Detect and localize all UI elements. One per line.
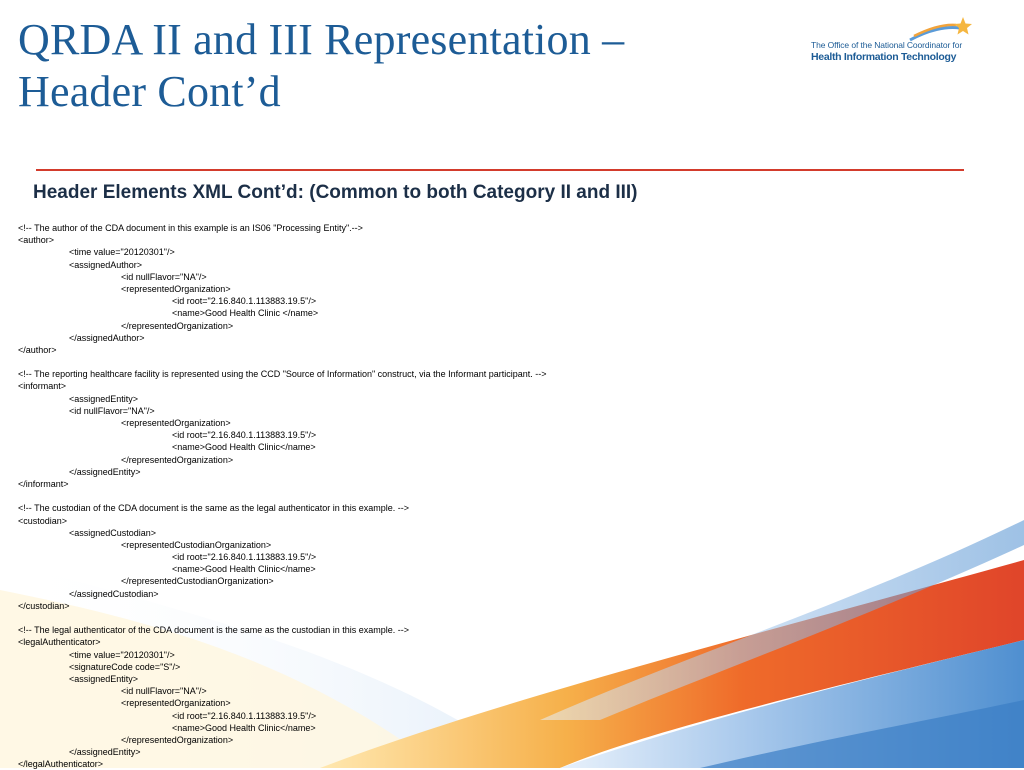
code-line: <!-- The author of the CDA document in this example is an IS06 "Processing Entity".--> [18,223,363,233]
code-line: <name>Good Health Clinic</name> [172,564,316,575]
code-line: <time value="20120301"/> [69,649,175,660]
code-line: <assignedEntity> [69,393,139,404]
code-line: <legalAuthenticator> [18,637,101,648]
code-line: <representedOrganization> [121,418,231,428]
code-line: <!-- The custodian of the CDA document is the same as the legal authenticator in this example. --> [18,503,410,514]
xml-code-block [18,222,546,770]
code-line: <assignedCustodian> [69,527,157,538]
code-line: <id root="2.16.840.1.113883.19.5"/> [172,710,317,721]
code-line: <assignedAuthor> [69,259,143,270]
code-line: <id nullFlavor="NA"/> [69,405,155,416]
code-line: </author> [18,344,57,355]
code-line: <id nullFlavor="NA"/> [121,686,207,697]
code-line: </legalAuthenticator> [18,759,104,770]
code-blank-line [18,356,546,368]
code-line: <informant> [18,381,67,392]
code-line: <name>Good Health Clinic</name> [172,442,316,453]
code-line: <representedCustodianOrganization> [121,539,272,550]
code-line: <!-- The legal authenticator of the CDA document is the same as the custodian in this example. --> [18,625,410,636]
code-line: <name>Good Health Clinic </name> [172,308,319,319]
slide-title [18,14,624,118]
code-line: <assignedEntity> [69,673,139,684]
code-line: <author> [18,235,55,246]
code-line: <time value="20120301"/> [69,247,175,258]
code-line: </representedOrganization> [121,734,234,745]
onc-logo [808,16,978,66]
code-line: <id root="2.16.840.1.113883.19.5"/> [172,296,317,307]
code-line: </representedOrganization> [121,320,234,331]
section-heading: Header Elements XML Cont’d: (Common to both Category II and III) [33,182,638,203]
code-line: <name>Good Health Clinic</name> [172,722,316,733]
code-line: </assignedEntity> [69,747,141,758]
code-line: </representedCustodianOrganization> [121,576,274,587]
code-line: <id root="2.16.840.1.113883.19.5"/> [172,430,317,441]
code-line: </custodian> [18,600,70,611]
code-line: </assignedEntity> [69,466,141,477]
title-line-2: Header Cont’d [18,67,281,116]
code-line: </representedOrganization> [121,454,234,465]
code-line: </assignedAuthor> [69,332,145,343]
code-line: <representedOrganization> [121,698,231,709]
code-line: <signatureCode code="S"/> [69,661,181,672]
code-line: </informant> [18,478,69,489]
title-line-1: QRDA II and III Representation – [18,15,625,64]
logo-text-line-2: Health Information Technology [811,51,957,63]
logo-text-line-1: The Office of the National Coordinator for [811,40,963,50]
code-line: </assignedCustodian> [69,588,159,599]
title-divider [36,169,964,171]
code-line: <representedOrganization> [121,283,231,294]
code-line: <custodian> [18,515,68,526]
code-blank-line [18,612,546,624]
code-blank-line [18,490,546,502]
star-swoosh-icon [908,16,972,42]
code-line: <id root="2.16.840.1.113883.19.5"/> [172,552,317,563]
code-line: <id nullFlavor="NA"/> [121,271,207,282]
code-line: <!-- The reporting healthcare facility is represented using the CCD "Source of Information" construct, via the Informant participant. --> [18,369,547,380]
